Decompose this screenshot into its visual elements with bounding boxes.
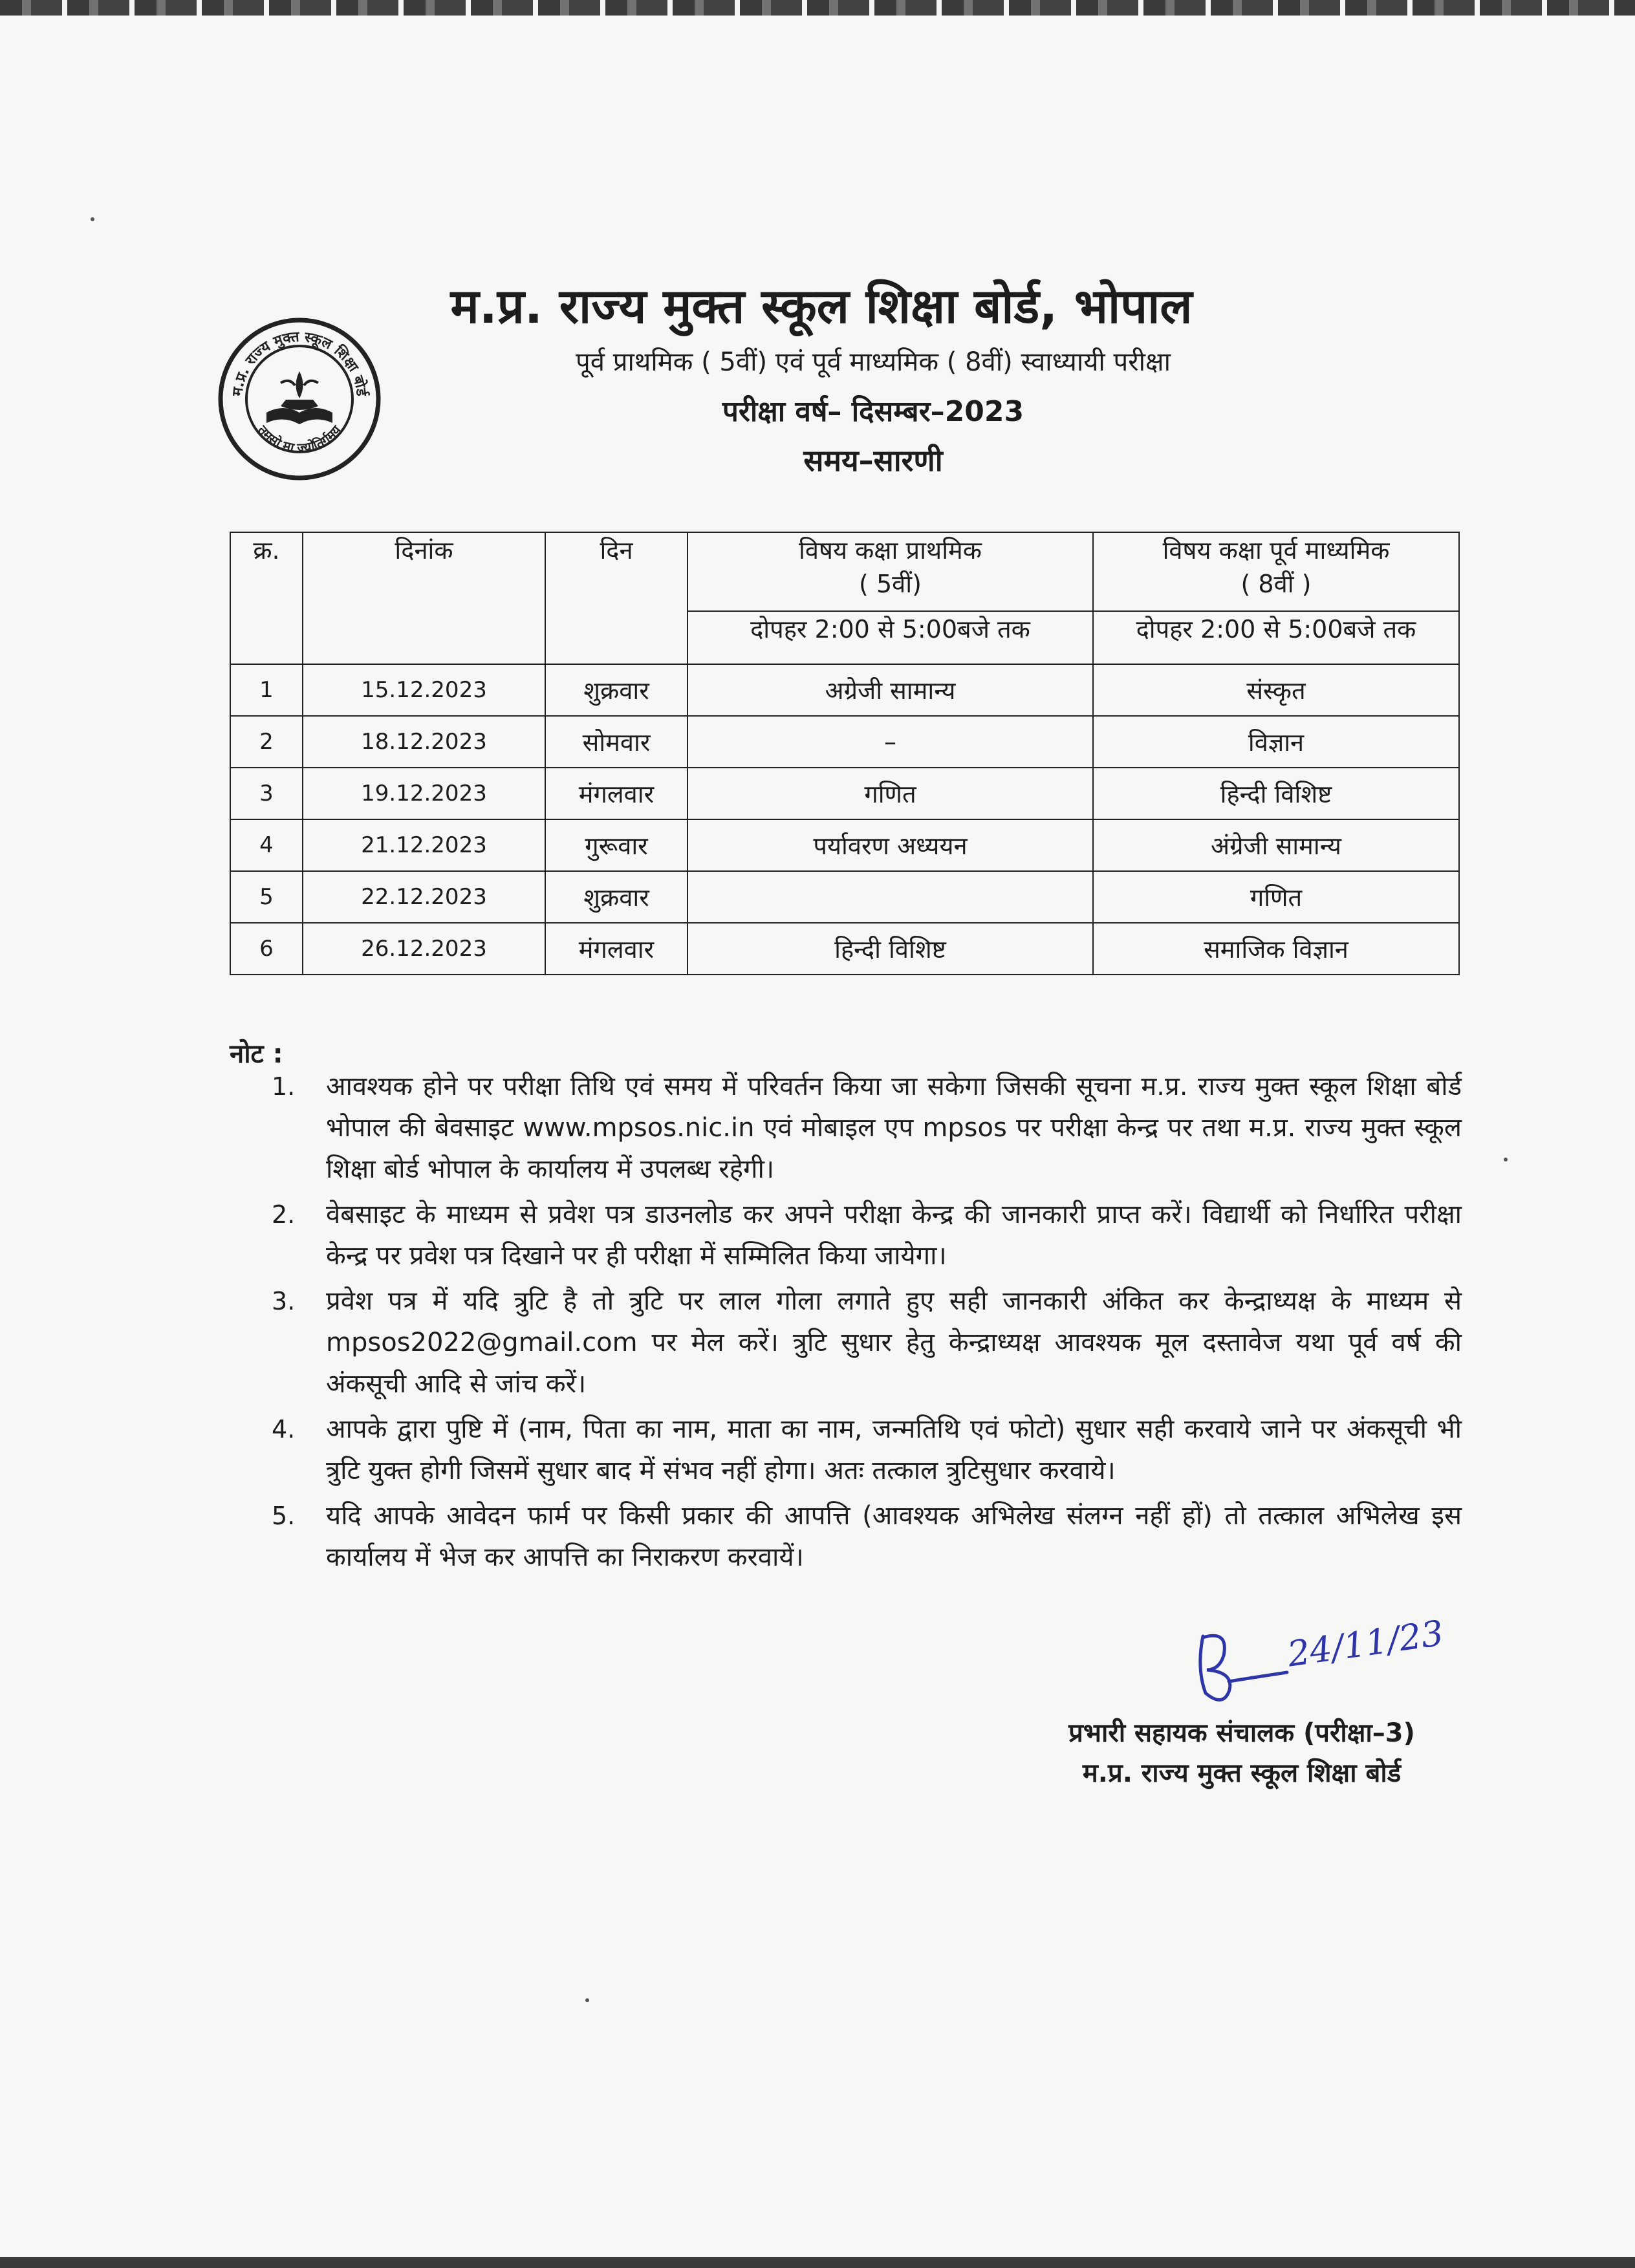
note-item (272, 1409, 1462, 1491)
note-item (272, 1066, 1462, 1190)
cell-day: मंगलवार (545, 923, 688, 975)
scan-speck (91, 217, 94, 221)
table-row (230, 716, 1459, 768)
cell-middle-subject: अंग्रेजी सामान्य (1093, 819, 1459, 871)
scan-speck (1504, 1158, 1508, 1161)
note-text: आवश्यक होने पर परीक्षा तिथि एवं समय में परिवर्तन किया जा सकेगा जिसकी सूचना म.प्र. राज्य मुक्त स्कूल शिक्षा बोर्ड भोपाल की बेवसाइट www.mpsos.nic.in एवं मोबाइल एप mpsos पर परीक्षा केन्द्र पर तथा म.प्र. राज्य मुक्त स्कूल शिक्षा बोर्ड भोपाल के कार्यालय में उपलब्ध रहेगी। (326, 1072, 1462, 1184)
note-text: प्रवेश पत्र में यदि त्रुटि है तो त्रुटि पर लाल गोला लगाते हुए सही जानकारी अंकित कर केन्द्राध्यक्ष के माध्यम से mpsos2022@gmail.com पर मेल करें। त्रुटि सुधार हेतु केन्द्राध्यक्ष आवश्यक मूल दस्तावेज यथा पूर्व वर्ष की अंकसूची आदि से जांच करें। (326, 1286, 1462, 1399)
svg-text:तमसो मा ज्योतिर्गमय: तमसो मा ज्योतिर्गमय (254, 422, 345, 456)
cell-sno: 6 (230, 923, 303, 975)
cell-sno: 1 (230, 664, 303, 716)
cell-day: शुक्रवार (545, 664, 688, 716)
table-header-row (230, 532, 1459, 611)
note-text: वेबसाइट के माध्यम से प्रवेश पत्र डाउनलोड कर अपने परीक्षा केन्द्र की जानकारी प्राप्त करें। विद्यार्थी को निर्धारित परीक्षा केन्द्र पर प्रवेश पत्र दिखाने पर ही परीक्षा में सम्मिलित किया जायेगा। (326, 1200, 1462, 1271)
note-text: यदि आपके आवेदन फार्म पर किसी प्रकार की आपत्ति (आवश्यक अभिलेख संलग्न नहीं हों) तो तत्काल अभिलेख इस कार्यालय में भेज कर आपत्ति का निराकरण करवायें। (326, 1501, 1462, 1572)
cell-sno: 3 (230, 768, 303, 819)
primary-time-label: दोपहर 2:00 से 5:00बजे तक (688, 611, 1093, 664)
middle-time-label: दोपहर 2:00 से 5:00बजे तक (1093, 611, 1459, 664)
exam-year: परीक्षा वर्ष– दिसम्बर–2023 (722, 395, 1024, 428)
exam-subtitle: पूर्व प्राथमिक ( 5वीं) एवं पूर्व माध्यमिक ( 8वीं) स्वाध्यायी परीक्षा (576, 347, 1171, 377)
note-item (272, 1280, 1462, 1405)
primary-subject-label: विषय कक्षा प्राथमिक (799, 536, 982, 565)
column-header-day: दिन (545, 532, 688, 664)
notes-list (272, 1066, 1462, 1582)
middle-class-label: ( 8वीं ) (1240, 570, 1312, 598)
scan-edge-bottom (0, 2257, 1635, 2268)
timetable-title: समय–सारणी (803, 443, 943, 478)
cell-date: 22.12.2023 (303, 871, 545, 923)
board-title: म.प्र. राज्य मुक्त स्कूल शिक्षा बोर्ड, भोपाल (450, 279, 1193, 334)
table-row (230, 871, 1459, 923)
cell-day: मंगलवार (545, 768, 688, 819)
cell-date: 26.12.2023 (303, 923, 545, 975)
cell-middle-subject: समाजिक विज्ञान (1093, 923, 1459, 975)
middle-subject-label: विषय कक्षा पूर्व माध्यमिक (1162, 536, 1390, 565)
cell-primary-subject: अग्रेजी सामान्य (688, 664, 1093, 716)
cell-middle-subject: संस्कृत (1093, 664, 1459, 716)
note-number: 1. (272, 1072, 296, 1101)
cell-day: सोमवार (545, 716, 688, 768)
note-item (272, 1495, 1462, 1578)
table-row (230, 664, 1459, 716)
cell-middle-subject: विज्ञान (1093, 716, 1459, 768)
scan-speck (585, 1998, 589, 2002)
cell-date: 21.12.2023 (303, 819, 545, 871)
column-header-sno: क्र. (230, 532, 303, 664)
note-item (272, 1194, 1462, 1277)
column-header-primary (688, 532, 1093, 611)
cell-date: 15.12.2023 (303, 664, 545, 716)
cell-day: शुक्रवार (545, 871, 688, 923)
note-number: 3. (272, 1287, 296, 1315)
primary-class-label: ( 5वीं) (859, 570, 922, 598)
cell-day: गुरूवार (545, 819, 688, 871)
note-number: 2. (272, 1200, 296, 1229)
signatory-organization: म.प्र. राज्य मुक्त स्कूल शिक्षा बोर्ड (1082, 1758, 1402, 1788)
cell-sno: 2 (230, 716, 303, 768)
exam-schedule-table (230, 532, 1460, 975)
table-row (230, 819, 1459, 871)
cell-primary-subject (688, 871, 1093, 923)
cell-primary-subject: हिन्दी विशिष्ट (688, 923, 1093, 975)
note-text: आपके द्वारा पुष्टि में (नाम, पिता का नाम, माता का नाम, जन्मतिथि एवं फोटो) सुधार सही करवाये जाने पर अंकसूची भी त्रुटि युक्त होगी जिसमें सुधार बाद में संभव नहीं होगा। अतः तत्काल त्रुटिसुधार करवाये। (326, 1414, 1462, 1485)
notes-heading: नोट : (230, 1039, 283, 1069)
signature-date: 24/11/23 (1284, 1612, 1446, 1675)
cell-primary-subject: पर्यावरण अध्ययन (688, 819, 1093, 871)
column-header-middle (1093, 532, 1459, 611)
table-row (230, 923, 1459, 975)
cell-middle-subject: हिन्दी विशिष्ट (1093, 768, 1459, 819)
board-seal-logo (216, 316, 383, 482)
cell-sno: 4 (230, 819, 303, 871)
table-row (230, 768, 1459, 819)
svg-text:म.प्र. राज्य मुक्त स्कूल शिक्ष: म.प्र. राज्य मुक्त स्कूल शिक्षा बोर्ड (229, 329, 369, 397)
scan-edge-top (0, 0, 1635, 16)
cell-date: 18.12.2023 (303, 716, 545, 768)
note-number: 5. (272, 1502, 296, 1530)
cell-primary-subject: – (688, 716, 1093, 768)
column-header-date: दिनांक (303, 532, 545, 664)
cell-date: 19.12.2023 (303, 768, 545, 819)
cell-sno: 5 (230, 871, 303, 923)
signatory-designation: प्रभारी सहायक संचालक (परीक्षा–3) (1068, 1718, 1415, 1748)
cell-middle-subject: गणित (1093, 871, 1459, 923)
note-number: 4. (272, 1415, 296, 1443)
cell-primary-subject: गणित (688, 768, 1093, 819)
